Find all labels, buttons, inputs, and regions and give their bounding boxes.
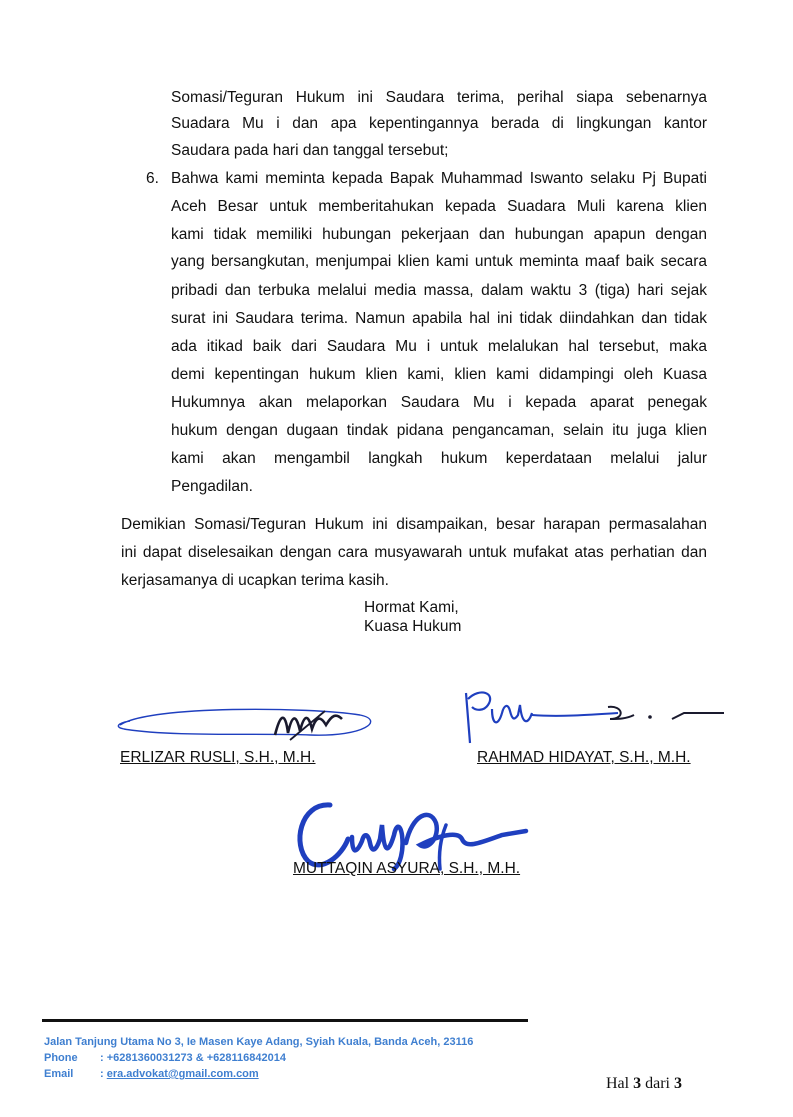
list-item-line: pribadi dan terbuka melalui media massa, dalam waktu 3 (tiga) hari sejak — [171, 282, 707, 299]
list-item-line: surat ini Saudara terima. Namun apabila hal ini tidak diindahkan dan tidak — [171, 310, 707, 327]
list-item-line: hukum dengan dugaan tindak pidana pengancaman, selain itu juga klien — [171, 422, 707, 439]
page-number-prefix: Hal — [606, 1075, 634, 1092]
signatory-center-name: MUTTAQIN ASYURA, S.H., M.H. — [293, 860, 521, 877]
list-continuation-line: Somasi/Teguran Hukum ini Saudara terima, perihal siapa sebenarnya — [171, 89, 707, 106]
page-number-middle: dari — [641, 1075, 674, 1092]
signature-rahmad-image — [458, 685, 728, 755]
footer-divider — [42, 1019, 528, 1022]
closing-paragraph-line: ini dapat diselesaikan dengan cara musyawarah untuk mufakat atas perhatian dan — [121, 544, 707, 561]
footer-email-prefix: : — [100, 1068, 107, 1080]
list-continuation-line: Saudara pada hari dan tanggal tersebut; — [171, 142, 449, 159]
list-item-line: kami tidak memiliki hubungan pekerjaan dan hubungan apapun dengan — [171, 226, 707, 243]
closing-paragraph-line: Demikian Somasi/Teguran Hukum ini disampaikan, besar harapan permasalahan — [121, 516, 707, 533]
footer-phone-row — [44, 1051, 286, 1066]
closing-regards: Hormat Kami, — [364, 599, 459, 616]
list-item-line: Bahwa kami meminta kepada Bapak Muhammad Iswanto selaku Pj Bupati — [171, 170, 707, 187]
list-item-line: demi kepentingan hukum klien kami, klien kami didampingi oleh Kuasa — [171, 366, 707, 383]
list-item-line: Hukumnya akan melaporkan Saudara Mu i kepada aparat penegak — [171, 394, 707, 411]
list-item-line: Pengadilan. — [171, 478, 253, 495]
list-item-line: ada itikad baik dari Saudara Mu i untuk melalukan hal tersebut, maka — [171, 338, 707, 355]
list-item-line: yang bersangkutan, menjumpai klien kami untuk meminta maaf baik secara — [171, 253, 707, 270]
list-continuation-line: Suadara Mu i dan apa kepentingannya berada di lingkungan kantor — [171, 115, 707, 132]
list-item-line: Aceh Besar untuk memberitahukan kepada Suadara Muli karena klien — [171, 198, 707, 215]
footer-email-row — [44, 1067, 259, 1082]
footer-email-link[interactable]: era.advokat@gmail.com.com — [106, 1068, 259, 1080]
page-number — [606, 1075, 682, 1093]
footer-address: Jalan Tanjung Utama No 3, Ie Masen Kaye Adang, Syiah Kuala, Banda Aceh, 23116 — [44, 1036, 474, 1048]
footer-phone-value: : +6281360031273 & +628116842014 — [100, 1052, 286, 1064]
page-number-total: 3 — [673, 1075, 682, 1092]
footer-phone-label: Phone — [44, 1052, 78, 1064]
signatory-left-name: ERLIZAR RUSLI, S.H., M.H. — [120, 749, 316, 766]
signature-erlizar-image — [110, 695, 380, 755]
footer-email-label: Email — [44, 1068, 74, 1080]
list-item-number: 6. — [146, 170, 159, 187]
page-number-current: 3 — [633, 1075, 642, 1092]
closing-role: Kuasa Hukum — [364, 618, 462, 635]
list-item-line: kami akan mengambil langkah hukum keperdataan melalui jalur — [171, 450, 707, 467]
signatory-right-name: RAHMAD HIDAYAT, S.H., M.H. — [477, 749, 691, 766]
closing-paragraph-line: kerjasamanya di ucapkan terima kasih. — [121, 572, 389, 589]
